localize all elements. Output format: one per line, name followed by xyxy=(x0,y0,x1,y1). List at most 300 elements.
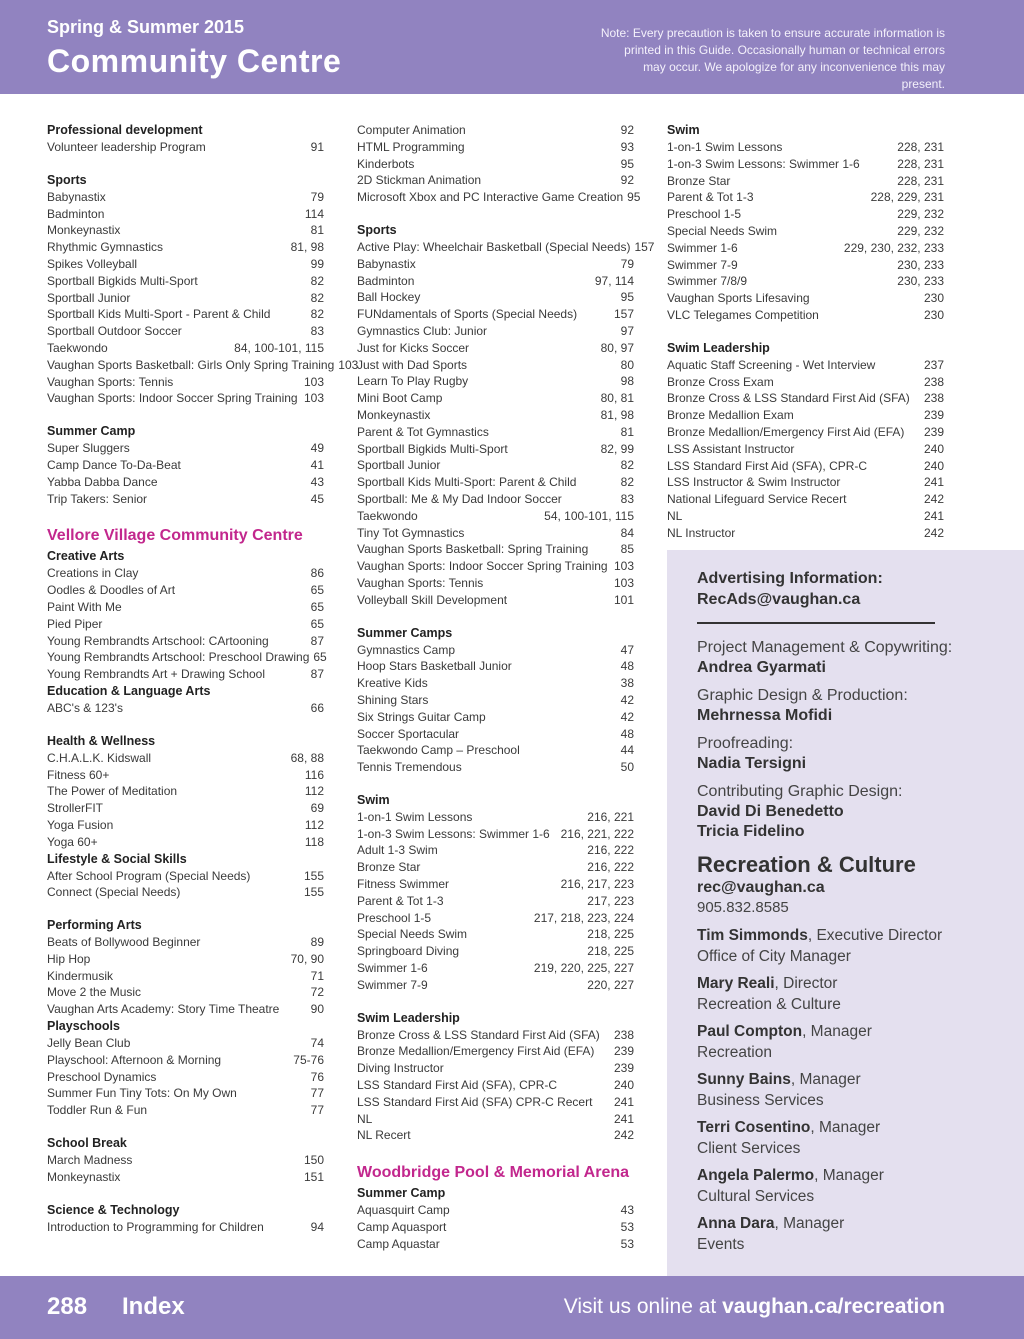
staff-name-line xyxy=(697,1070,1004,1091)
index-entry xyxy=(357,826,634,843)
entry-label: Bronze Star xyxy=(667,173,731,188)
entry-pages: 49 xyxy=(310,441,324,456)
index-column-2 xyxy=(357,122,655,1253)
entry-pages: 151 xyxy=(303,1169,324,1184)
entry-pages: 82 xyxy=(620,475,634,490)
index-entry xyxy=(357,977,634,994)
entry-pages: 218, 225 xyxy=(587,927,634,942)
index-entry xyxy=(667,223,944,240)
entry-label: LSS Assistant Instructor xyxy=(667,441,795,456)
index-entry xyxy=(357,1077,634,1094)
staff-title: , Manager xyxy=(774,1215,845,1232)
section-heading: Summer Camp xyxy=(47,424,136,439)
entry-label: Gymnastics Camp xyxy=(357,642,456,657)
entry-label: Monkeynastix xyxy=(47,1169,121,1184)
entry-label: Toddler Run & Fun xyxy=(47,1103,148,1118)
staff-name: Paul Compton xyxy=(697,1023,803,1040)
entry-pages: 82 xyxy=(310,273,324,288)
index-entry xyxy=(357,390,634,407)
index-entry xyxy=(357,1202,634,1219)
entry-label: Tennis Tremendous xyxy=(357,760,462,775)
page-title: Community Centre xyxy=(47,43,342,79)
index-entry xyxy=(357,893,634,910)
staff-title: , Manager xyxy=(810,1119,881,1136)
entry-label: Camp Aquasport xyxy=(357,1220,447,1235)
entry-pages: 83 xyxy=(310,324,324,339)
entry-label: Sportball: Me & My Dad Indoor Soccer xyxy=(357,491,562,506)
index-entry xyxy=(47,1102,324,1119)
entry-label: Bronze Cross Exam xyxy=(667,374,774,389)
entry-pages: 103 xyxy=(303,391,324,406)
entry-label: 1-on-3 Swim Lessons: Swimmer 1-6 xyxy=(667,156,860,171)
entry-pages: 75-76 xyxy=(293,1052,324,1067)
index-entry xyxy=(47,565,324,582)
entry-pages: 79 xyxy=(310,189,324,204)
staff-department: Events xyxy=(697,1235,745,1253)
section-heading: Swim xyxy=(357,792,390,807)
entry-pages: 239 xyxy=(613,1061,634,1076)
spacer xyxy=(357,206,634,222)
entry-pages: 242 xyxy=(613,1128,634,1143)
index-entry xyxy=(667,407,944,424)
index-entry xyxy=(47,934,324,951)
credit-names xyxy=(697,754,1004,774)
index-entry xyxy=(47,1085,324,1102)
entry-label: Fitness 60+ xyxy=(47,767,110,782)
entry-label: Preschool 1-5 xyxy=(667,207,742,222)
entry-label: Sportball Kids Multi-Sport: Parent & Child xyxy=(357,475,577,490)
entry-pages: 230, 233 xyxy=(897,274,944,289)
entry-pages: 240 xyxy=(923,441,944,456)
recreation-culture-title: Recreation & Culture xyxy=(697,852,916,877)
index-entry xyxy=(667,156,944,173)
entry-pages: 239 xyxy=(923,408,944,423)
entry-pages: 229, 232 xyxy=(897,223,944,238)
entry-pages: 76 xyxy=(310,1069,324,1084)
entry-pages: 82 xyxy=(620,458,634,473)
entry-label: Gymnastics Club: Junior xyxy=(357,323,488,338)
section-heading: Science & Technology xyxy=(47,1202,180,1217)
page-number: 288 xyxy=(47,1293,88,1320)
index-entry xyxy=(357,491,634,508)
staff-name: Sunny Bains xyxy=(697,1071,791,1088)
index-entry xyxy=(357,1060,634,1077)
entry-pages: 79 xyxy=(620,256,634,271)
entry-pages: 65 xyxy=(310,616,324,631)
index-entry xyxy=(47,1219,324,1236)
entry-label: LSS Standard First Aid (SFA), CPR-C xyxy=(357,1078,558,1093)
staff-title: , Director xyxy=(774,975,838,992)
entry-pages: 112 xyxy=(304,784,324,799)
staff-name: Anna Dara xyxy=(697,1215,775,1232)
entry-pages: 240 xyxy=(613,1078,634,1093)
entry-label: Taekwondo xyxy=(357,508,418,523)
index-entry xyxy=(357,742,634,759)
entry-pages: 237 xyxy=(923,357,944,372)
entry-label: Sportball Bigkids Multi-Sport xyxy=(47,273,198,288)
index-entry xyxy=(357,424,634,441)
entry-label: Super Sluggers xyxy=(47,441,130,456)
entry-pages: 82 xyxy=(310,307,324,322)
entry-label: Just for Kicks Soccer xyxy=(357,340,470,355)
entry-pages: 68, 88 xyxy=(290,750,324,765)
entry-pages: 41 xyxy=(310,457,324,472)
entry-label: Shining Stars xyxy=(357,692,429,707)
entry-label: Parent & Tot 1-3 xyxy=(667,190,754,205)
index-entry xyxy=(667,390,944,407)
staff-name: Angela Palermo xyxy=(697,1167,815,1184)
entry-pages: 90 xyxy=(310,1002,324,1017)
spacer xyxy=(47,507,324,523)
entry-label: After School Program (Special Needs) xyxy=(47,868,251,883)
index-entry xyxy=(357,692,634,709)
entry-pages: 218, 225 xyxy=(587,944,634,959)
entry-label: Soccer Sportacular xyxy=(357,726,460,741)
entry-pages: 112 xyxy=(304,817,324,832)
entry-label: Yoga 60+ xyxy=(47,834,98,849)
recreation-email-link[interactable]: rec@vaughan.ca xyxy=(697,879,825,896)
footer-section-title: Index xyxy=(122,1293,185,1320)
staff-title: , Manager xyxy=(790,1071,861,1088)
disclaimer-note: Note: Every precaution is taken to ensure accurate information is printed in this Guide. Occasionally human or technical errors may occur. We apologize for any inconvenience this may present. xyxy=(600,26,945,91)
index-entry xyxy=(357,943,634,960)
index-entry xyxy=(47,868,324,885)
entry-pages: 82, 99 xyxy=(600,441,634,456)
entry-label: Swimmer 1-6 xyxy=(357,961,428,976)
index-entry xyxy=(667,491,944,508)
entry-pages: 80 xyxy=(620,357,634,372)
index-entry xyxy=(357,960,634,977)
index-entry xyxy=(47,700,324,717)
entry-pages: 77 xyxy=(310,1086,324,1101)
entry-label: Adult 1-3 Swim xyxy=(357,843,438,858)
entry-pages: 87 xyxy=(310,667,324,682)
index-entry xyxy=(357,910,634,927)
staff-department: Cultural Services xyxy=(697,1187,815,1205)
entry-label: Playschool: Afternoon & Morning xyxy=(47,1052,222,1067)
index-entry xyxy=(357,1027,634,1044)
entry-pages: 81, 98 xyxy=(290,240,324,255)
entry-pages: 77 xyxy=(310,1103,324,1118)
entry-pages: 216, 222 xyxy=(587,860,634,875)
entry-pages: 242 xyxy=(923,525,944,540)
entry-pages: 217, 223 xyxy=(587,893,634,908)
advertising-email-link[interactable]: RecAds@vaughan.ca xyxy=(697,591,861,608)
index-entry xyxy=(357,373,634,390)
entry-label: Hoop Stars Basketball Junior xyxy=(357,659,512,674)
entry-label: Sportball Outdoor Soccer xyxy=(47,324,182,339)
entry-label: Monkeynastix xyxy=(47,223,121,238)
entry-label: LSS Standard First Aid (SFA) CPR-C Recert xyxy=(357,1094,593,1109)
entry-label: Bronze Cross & LSS Standard First Aid (SFA) xyxy=(357,1027,600,1042)
staff-name: Mary Reali xyxy=(697,975,775,992)
index-entry xyxy=(357,876,634,893)
entry-label: Aquasquirt Camp xyxy=(357,1203,450,1218)
entry-label: ABC's & 123's xyxy=(47,700,123,715)
index-entry xyxy=(47,491,324,508)
section-heading: Lifestyle & Social Skills xyxy=(47,851,187,866)
entry-pages: 94 xyxy=(310,1219,324,1234)
entry-label: Badminton xyxy=(357,273,415,288)
index-entry xyxy=(357,139,634,156)
entry-pages: 50 xyxy=(620,760,634,775)
credits-panel xyxy=(667,550,1024,1276)
entry-pages: 239 xyxy=(923,424,944,439)
index-entry xyxy=(47,1001,324,1018)
entry-pages: 242 xyxy=(923,492,944,507)
index-entry xyxy=(47,666,324,683)
entry-label: Kreative Kids xyxy=(357,676,428,691)
entry-pages: 101 xyxy=(613,592,634,607)
entry-pages: 99 xyxy=(310,256,324,271)
entry-label: Bronze Medallion Exam xyxy=(667,408,794,423)
spacer xyxy=(667,324,944,340)
entry-label: Sportball Bigkids Multi-Sport xyxy=(357,441,508,456)
index-entry xyxy=(357,558,634,575)
index-entry xyxy=(357,1219,634,1236)
entry-pages: 81 xyxy=(620,424,634,439)
entry-pages: 44 xyxy=(620,743,634,758)
index-entry xyxy=(357,658,634,675)
entry-pages: 45 xyxy=(310,491,324,506)
entry-pages: 82 xyxy=(310,290,324,305)
index-entry xyxy=(47,239,324,256)
entry-pages: 92 xyxy=(620,123,634,137)
entry-label: Microsoft Xbox and PC Interactive Game Creation xyxy=(357,190,624,205)
index-entry xyxy=(667,290,944,307)
index-entry xyxy=(357,592,634,609)
entry-pages: 97 xyxy=(620,323,634,338)
index-column-1 xyxy=(47,122,359,1235)
staff-member xyxy=(697,926,1004,967)
entry-pages: 241 xyxy=(923,508,944,523)
index-entry xyxy=(47,306,324,323)
index-entry xyxy=(47,633,324,650)
entry-label: HTML Programming xyxy=(357,139,465,154)
entry-label: Taekwondo xyxy=(47,340,108,355)
staff-name-line xyxy=(697,974,1004,995)
entry-label: Vaughan Sports: Tennis xyxy=(47,374,174,389)
index-entry xyxy=(47,817,324,834)
index-entry xyxy=(47,1069,324,1086)
index-entry xyxy=(357,759,634,776)
index-entry xyxy=(667,374,944,391)
entry-pages: 42 xyxy=(620,692,634,707)
entry-pages: 103 xyxy=(613,559,634,574)
spacer xyxy=(47,156,324,172)
index-entry xyxy=(47,1035,324,1052)
entry-pages: 228, 231 xyxy=(897,173,944,188)
season-label: Spring & Summer 2015 xyxy=(47,17,245,37)
entry-pages: 85 xyxy=(620,542,634,557)
entry-label: NL Instructor xyxy=(667,525,736,540)
staff-name-line xyxy=(697,1166,1004,1187)
spacer xyxy=(357,776,634,792)
entry-pages: 71 xyxy=(310,968,324,983)
staff-name-line xyxy=(697,926,1004,947)
entry-label: Computer Animation xyxy=(357,123,466,137)
entry-label: Vaughan Sports: Indoor Soccer Spring Training xyxy=(47,391,298,406)
entry-pages: 93 xyxy=(620,139,634,154)
entry-label: Hip Hop xyxy=(47,951,91,966)
entry-pages: 230 xyxy=(923,291,944,306)
index-entry xyxy=(357,357,634,374)
entry-pages: 54, 100-101, 115 xyxy=(544,508,634,523)
entry-pages: 83 xyxy=(620,491,634,506)
entry-label: Just with Dad Sports xyxy=(357,357,468,372)
index-entry xyxy=(47,374,324,391)
website-url: vaughan.ca/recreation xyxy=(722,1295,945,1318)
website-link[interactable] xyxy=(564,1295,945,1319)
entry-label: National Lifeguard Service Recert xyxy=(667,492,847,507)
entry-label: Learn To Play Rugby xyxy=(357,374,469,389)
index-entry xyxy=(357,726,634,743)
venue-heading: Woodbridge Pool & Memorial Arena xyxy=(357,1164,630,1182)
entry-pages: 84, 100-101, 115 xyxy=(234,340,324,355)
index-entry xyxy=(47,783,324,800)
entry-label: Young Rembrandts Art + Drawing School xyxy=(47,667,266,682)
spacer xyxy=(357,994,634,1010)
divider xyxy=(697,622,935,624)
index-entry xyxy=(357,289,634,306)
index-entry xyxy=(47,256,324,273)
entry-pages: 238 xyxy=(613,1027,634,1042)
index-entry xyxy=(357,122,634,139)
staff-department: Recreation xyxy=(697,1043,772,1061)
index-entry xyxy=(357,156,634,173)
index-entry xyxy=(47,1169,324,1186)
index-entry xyxy=(357,441,634,458)
entry-label: Active Play: Wheelchair Basketball (Special Needs) xyxy=(357,239,631,254)
staff-member xyxy=(697,1118,1004,1159)
entry-pages: 103 xyxy=(303,374,324,389)
index-entry xyxy=(47,884,324,901)
index-entry xyxy=(47,834,324,851)
entry-pages: 228, 231 xyxy=(897,156,944,171)
entry-pages: 103 xyxy=(338,357,359,372)
index-entry xyxy=(47,1052,324,1069)
entry-label: Volleyball Skill Development xyxy=(357,592,508,607)
index-entry xyxy=(357,525,634,542)
entry-label: Sportball Junior xyxy=(357,458,441,473)
entry-pages: 98 xyxy=(620,374,634,389)
entry-pages: 80, 81 xyxy=(600,391,634,406)
entry-label: Sportball Kids Multi-Sport - Parent & Child xyxy=(47,307,271,322)
entry-label: Ball Hockey xyxy=(357,290,421,305)
staff-title: , Manager xyxy=(802,1023,872,1040)
staff-member xyxy=(697,1166,1004,1207)
entry-pages: 228, 229, 231 xyxy=(870,190,944,205)
index-entry xyxy=(47,767,324,784)
entry-pages: 157 xyxy=(634,239,655,254)
index-entry xyxy=(47,273,324,290)
index-entry xyxy=(357,926,634,943)
index-entry xyxy=(47,474,324,491)
index-entry xyxy=(667,273,944,290)
index-entry xyxy=(357,323,634,340)
staff-department: Office of City Manager xyxy=(697,947,851,965)
entry-pages: 89 xyxy=(310,935,324,950)
entry-pages: 53 xyxy=(620,1220,634,1235)
entry-label: Preschool Dynamics xyxy=(47,1069,157,1084)
index-entry xyxy=(47,951,324,968)
entry-pages: 65 xyxy=(310,599,324,614)
entry-label: Springboard Diving xyxy=(357,944,460,959)
entry-label: Aquatic Staff Screening - Wet Interview xyxy=(667,357,876,372)
entry-label: NL xyxy=(667,508,683,523)
entry-pages: 48 xyxy=(620,726,634,741)
index-entry xyxy=(667,424,944,441)
credit-names xyxy=(697,658,1004,678)
entry-label: 2D Stickman Animation xyxy=(357,173,482,188)
entry-label: Swimmer 7/8/9 xyxy=(667,274,748,289)
entry-label: Yabba Dabba Dance xyxy=(47,474,158,489)
entry-label: 1-on-1 Swim Lessons xyxy=(357,809,473,824)
index-entry xyxy=(357,1043,634,1060)
entry-label: Mini Boot Camp xyxy=(357,391,443,406)
index-entry xyxy=(667,139,944,156)
index-entry xyxy=(47,323,324,340)
index-entry xyxy=(357,508,634,525)
index-entry xyxy=(47,222,324,239)
index-entry xyxy=(357,575,634,592)
entry-pages: 65 xyxy=(313,650,327,665)
entry-label: Vaughan Sports Basketball: Girls Only Spring Training xyxy=(47,357,335,372)
entry-label: March Madness xyxy=(47,1153,133,1168)
staff-name: Tim Simmonds xyxy=(697,927,808,944)
section-heading: School Break xyxy=(47,1136,127,1151)
staff-title: , Executive Director xyxy=(807,927,943,944)
entry-label: Camp Aquastar xyxy=(357,1236,440,1251)
index-entry xyxy=(47,616,324,633)
entry-pages: 69 xyxy=(310,801,324,816)
section-heading: Sports xyxy=(47,172,87,187)
entry-label: Pied Piper xyxy=(47,616,103,631)
entry-label: LSS Standard First Aid (SFA), CPR-C xyxy=(667,458,868,473)
advertising-title: Advertising Information: xyxy=(697,570,883,587)
index-entry xyxy=(47,139,324,156)
index-entry xyxy=(667,508,944,525)
entry-pages: 74 xyxy=(310,1036,324,1051)
credits-list xyxy=(697,638,1004,842)
index-entry xyxy=(357,306,634,323)
venue-heading: Vellore Village Community Centre xyxy=(47,527,303,545)
index-entry xyxy=(357,1127,634,1144)
entry-label: Swimmer 7-9 xyxy=(357,977,428,992)
credit-names xyxy=(697,706,1004,726)
entry-label: Six Strings Guitar Camp xyxy=(357,709,486,724)
page-header xyxy=(0,0,1024,94)
staff-list xyxy=(697,926,1004,1255)
entry-label: Summer Fun Tiny Tots: On My Own xyxy=(47,1086,237,1101)
index-entry xyxy=(357,675,634,692)
entry-label: Parent & Tot 1-3 xyxy=(357,893,444,908)
entry-label: Babynastix xyxy=(47,189,106,204)
entry-pages: 216, 221 xyxy=(587,809,634,824)
credit-person: Nadia Tersigni xyxy=(697,755,807,772)
index-entry xyxy=(667,307,944,324)
entry-label: NL Recert xyxy=(357,1128,411,1143)
spacer xyxy=(47,901,324,917)
entry-label: Vaughan Sports Basketball: Spring Training xyxy=(357,542,589,557)
entry-label: LSS Instructor & Swim Instructor xyxy=(667,475,841,490)
entry-label: Young Rembrandts Artschool: Preschool Drawing xyxy=(47,650,310,665)
entry-pages: 53 xyxy=(620,1236,634,1251)
entry-label: Camp Dance To-Da-Beat xyxy=(47,457,181,472)
section-heading: Sports xyxy=(357,222,397,237)
spacer xyxy=(47,1186,324,1202)
credit-names xyxy=(697,802,1004,842)
